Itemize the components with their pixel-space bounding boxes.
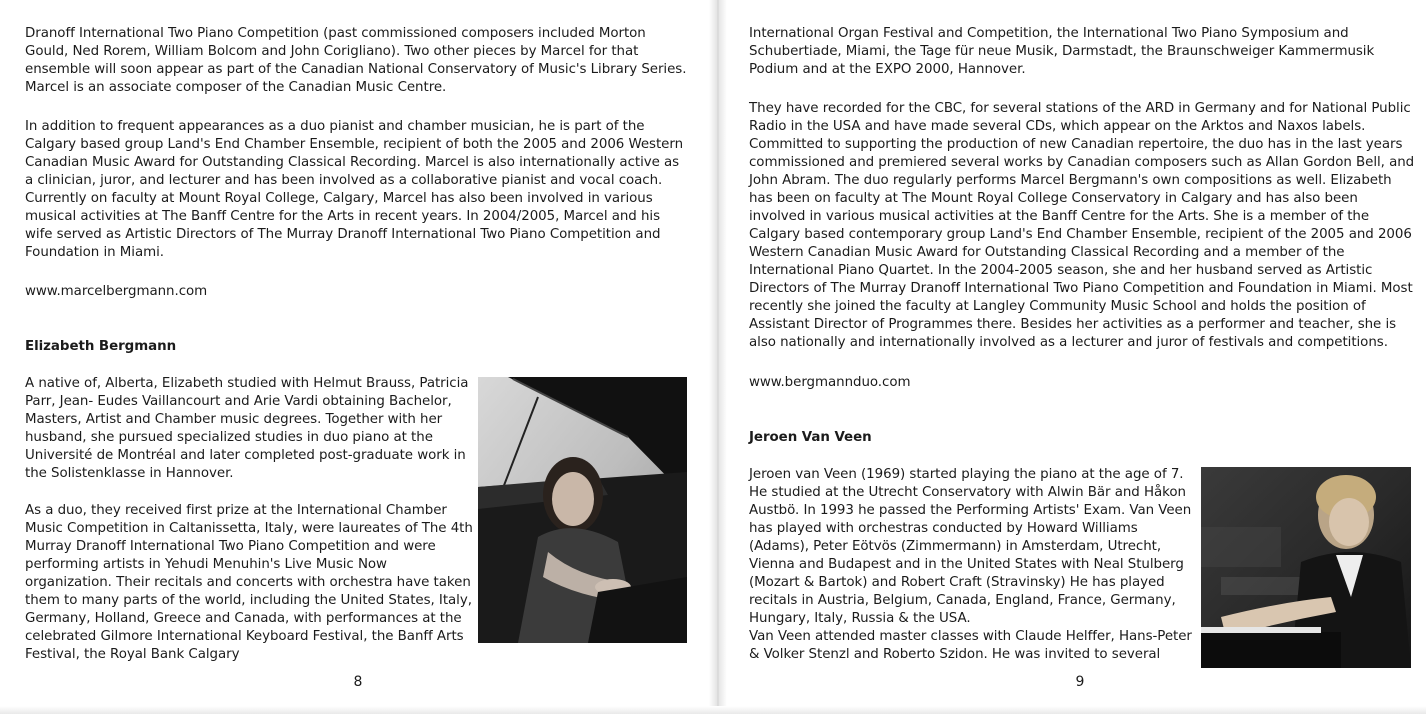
marcel-website-link[interactable]: www.marcelbergmann.com bbox=[25, 284, 208, 299]
right-para-1 bbox=[749, 25, 1414, 79]
left-page bbox=[0, 0, 709, 714]
right-page bbox=[727, 0, 1426, 714]
jeroen-heading bbox=[749, 429, 1149, 447]
right-para-4-text: Van Veen attended master classes with Claude Helffer, Hans-Peter & Volker Stenzl and Roberto Szidon. He was invited to several bbox=[749, 629, 1192, 662]
elizabeth-bergmann-photo bbox=[478, 377, 687, 643]
right-para-3 bbox=[749, 466, 1193, 664]
page-gutter bbox=[709, 0, 727, 714]
jeroen-van-veen-photo bbox=[1201, 467, 1411, 668]
left-para-3-text: A native of, Alberta, Elizabeth studied with Helmut Brauss, Patricia Parr, Jean- Eudes Vaillancourt and Arie Vardi obtaining Bachelor, Masters, Artist and Chamber music degrees. Together with her husband, she pursued specialized studies in duo piano at the Université de Montréal and later completed post-graduate work in the Solistenklasse in Hannover. bbox=[25, 376, 469, 481]
page-number-right: 9 bbox=[1075, 674, 1085, 690]
left-url bbox=[25, 283, 425, 301]
elizabeth-heading-text: Elizabeth Bergmann bbox=[25, 339, 177, 354]
bergmannduo-website-link[interactable]: www.bergmannduo.com bbox=[749, 375, 911, 390]
left-para-2 bbox=[25, 118, 690, 262]
page-number-left: 8 bbox=[353, 674, 363, 690]
left-para-4 bbox=[25, 502, 473, 664]
left-para-2-text: In addition to frequent appearances as a duo pianist and chamber musician, he is part of the Calgary based group Land's End Chamber Ensemble, recipient of both the 2005 and 2006 Western Canadian Music Award for Outstanding Classical Recording. Marcel is also internationally active as a clinician, juror, and lecturer and has been involved as a collaborative pianist and vocal coach. Currently on faculty at Mount Royal College, Calgary, Marcel has also been involved in various musical activities at The Banff Centre for the Arts in recent years. In 2004/2005, Marcel and his wife served as Artistic Directors of The Murray Dranoff International Two Piano Competition and Foundation in Miami. bbox=[25, 119, 684, 260]
left-para-1 bbox=[25, 25, 690, 97]
left-para-1-text: Dranoff International Two Piano Competition (past commissioned composers included Morton Gould, Ned Rorem, William Bolcom and John Corigliano). Two other pieces by Marcel for that ensemble will soon appear as part of the Canadian National Conservatory of Music's Library Series. Marcel is an associate composer of the Canadian Music Centre. bbox=[25, 26, 687, 95]
left-para-4-text: As a duo, they received first prize at the International Chamber Music Competition in Caltanissetta, Italy, were laureates of The 4th Murray Dranoff International Two Piano Competition and were performing artists in Yehudi Menuhin's Live Music Now organization. Their recitals and concerts with orchestra have taken them to many parts of the world, including the United States, Italy, Germany, Holland, Greece and Canada, with performances at the celebrated Gilmore International Keyboard Festival, the Banff Arts Festival, the Royal Bank Calgary bbox=[25, 503, 473, 662]
jeroen-photo-image bbox=[1201, 467, 1411, 668]
right-para-2 bbox=[749, 100, 1415, 352]
right-para-1-text: International Organ Festival and Competition, the International Two Piano Symposium and Schubertiade, Miami, the Tage für neue Musik, Darmstadt, the Braunschweiger Kammermusik Podium and at the EXPO 2000, Hannover. bbox=[749, 26, 1375, 77]
elizabeth-photo-image bbox=[478, 377, 687, 643]
elizabeth-heading bbox=[25, 338, 425, 356]
right-url bbox=[749, 374, 1149, 392]
left-para-3 bbox=[25, 375, 473, 483]
jeroen-heading-text: Jeroen Van Veen bbox=[749, 430, 872, 445]
right-para-2-text: They have recorded for the CBC, for several stations of the ARD in Germany and for National Public Radio in the USA and have made several CDs, which appear on the Arktos and Naxos labels. Committed to supporting the production of new Canadian repertoire, the duo has in the last years commissioned and premiered several works by Canadian composers such as Allan Gordon Bell, and John Abram. The duo regularly performs Marcel Bergmann's own compositions as well. Elizabeth has been on faculty at The Mount Royal College Conservatory in Calgary and has also been involved in various musical activities at the Banff Centre for the Arts. She is a member of the Calgary based contemporary group Land's End Chamber Ensemble, recipient of the 2005 and 2006 Western Canadian Music Award for Outstanding Classical Recording and a member of the International Piano Quartet. In the 2004-2005 season, she and her husband served as Artistic Directors of The Murray Dranoff International Two Piano Competition and Foundation in Miami. Most recently she joined the faculty at Langley Community Music School and holds the position of Assistant Director of Programmes there. Besides her activities as a performer and teacher, she is also nationally and internationally involved as a lecturer and juror of festivals and competitions. bbox=[749, 101, 1415, 350]
right-para-3-text: Jeroen van Veen (1969) started playing the piano at the age of 7. He studied at the Utrecht Conservatory with Alwin Bär and Håkon Austbö. In 1993 he passed the Performing Artists' Exam. Van Veen has played with orchestras conducted by Howard Williams (Adams), Peter Eötvös (Zimmermann) in Amsterdam, Utrecht, Vienna and Budapest and in the United States with Neal Stulberg (Mozart & Bartok) and Robert Craft (Stravinsky) He has played recitals in Austria, Belgium, Canada, England, France, Germany, Hungary, Italy, Russia & the USA. bbox=[749, 467, 1192, 626]
